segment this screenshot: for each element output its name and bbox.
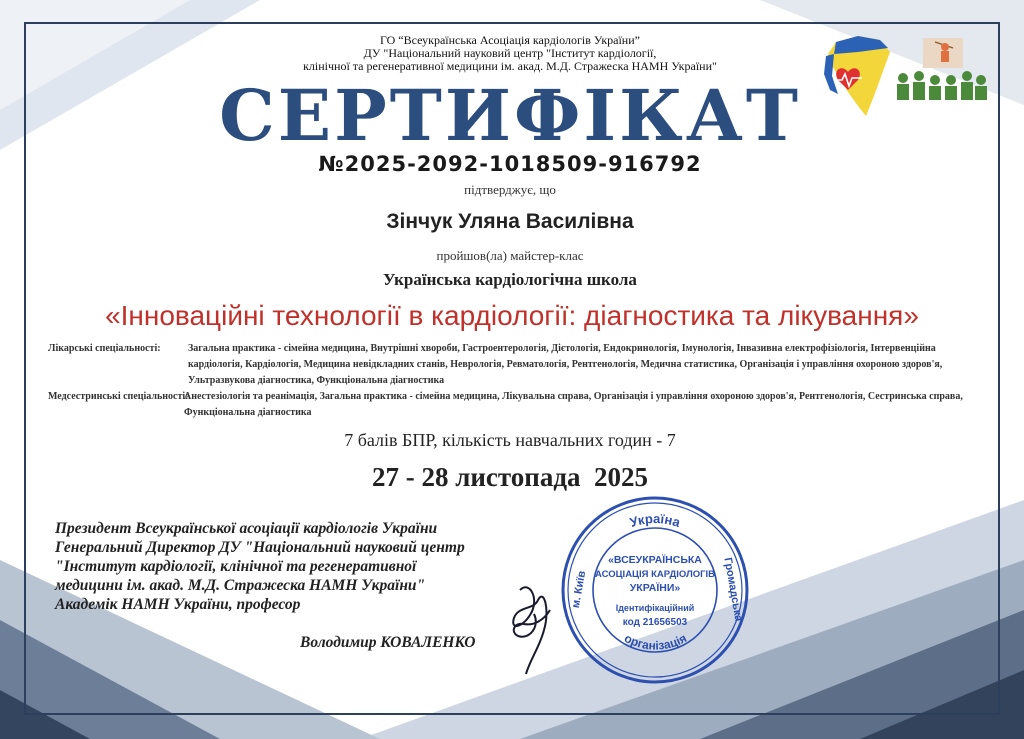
confirms-text: підтверджує, що <box>464 182 556 197</box>
nursing-specialties-list: Анестезіологія та реанімація, Загальна практика - сімейна медицина, Лікувальна справа, Організація і управління охороною здоров'я, Рентгенологія, Сестринська справа, Функціональна діагностика <box>184 391 963 418</box>
issuer-line-2: ДУ "Національний науковий центр "Інститут кардіології, <box>363 46 657 60</box>
stamp-outer-left: м. Київ <box>569 569 589 610</box>
course-title: «Інноваційні технології в кардіології: діагностика та лікування» <box>105 300 919 331</box>
stamp-inner-line-5: код 21656503 <box>622 617 688 628</box>
certificate-title: СЕРТИФІКАТ <box>219 74 801 157</box>
signer-line-2: Генеральний Директор ДУ "Національний науковий центр <box>55 539 465 556</box>
official-stamp <box>558 493 753 688</box>
svg-text:організація <box>622 631 689 653</box>
signer-titles <box>55 519 555 614</box>
stamp-inner-line-4: Ідентифікаційний <box>615 603 695 613</box>
medical-specialties-label: Лікарські спеціальності: <box>48 343 161 354</box>
signer-name: Володимир КОВАЛЕНКО <box>300 634 476 651</box>
cpd-points: 7 балів БПР, кількість навчальних годин - 7 <box>344 430 676 450</box>
school-name: Українська кардіологічна школа <box>383 270 637 289</box>
specialties-block <box>48 341 978 421</box>
stamp-inner-line-1: «ВСЕУКРАЇНСЬКА <box>608 554 702 566</box>
participant-name: Зінчук Уляна Василівна <box>386 210 634 233</box>
signer-line-1: Президент Всеукраїнської асоціації кардіологів України <box>55 520 438 537</box>
issuer-line-1: ГО “Всеукраїнська Асоціація кардіологів України” <box>380 33 640 47</box>
completed-text: пройшов(ла) майстер-клас <box>436 248 584 263</box>
issuer-line-3: клінічної та регенеративної медицини ім. акад. М.Д. Стражеска НАМН України" <box>303 59 717 73</box>
nursing-specialties <box>48 389 978 421</box>
stamp-outer-right: Громадська <box>721 556 745 623</box>
stamp-inner-line-3: УКРАЇНИ» <box>629 582 681 594</box>
stamp-outer-bottom: організація <box>622 631 689 653</box>
signer-line-3: "Інститут кардіології, клінічної та регенеративної <box>55 558 417 575</box>
stamp-outer-top: Україна <box>627 510 683 531</box>
event-dates: 27 - 28 листопада 2025 <box>371 462 649 492</box>
nursing-specialties-label: Медсестринські спеціальності: <box>48 391 189 402</box>
certificate-number: №2025-2092-1018509-916792 <box>318 152 702 176</box>
medical-specialties <box>48 341 978 389</box>
issuer-header <box>200 34 820 73</box>
signer-line-5: Академік НАМН України, професор <box>55 596 301 613</box>
lecture-audience-logo <box>893 36 988 104</box>
stamp-inner-line-2: АСОЦІАЦІЯ КАРДІОЛОГІВ <box>594 569 716 580</box>
medical-specialties-list: Загальна практика - сімейна медицина, Внутрішні хвороби, Гастроентерологія, Дієтологія, Ендокринологія, Імунологія, Інвазивна електрофізіологія, Інтервенційна кардіологія, Кардіологія, Медицина невідкладних станів, Неврологія, Ревматологія, Рентгенологія, Медична статистика, Організація і управління охороною здоров'я, Ультразвукова діагностика, Функціональна діагностика <box>188 343 943 386</box>
signer-line-4: медицини ім. акад. М.Д. Стражеска НАМН України" <box>55 577 426 594</box>
